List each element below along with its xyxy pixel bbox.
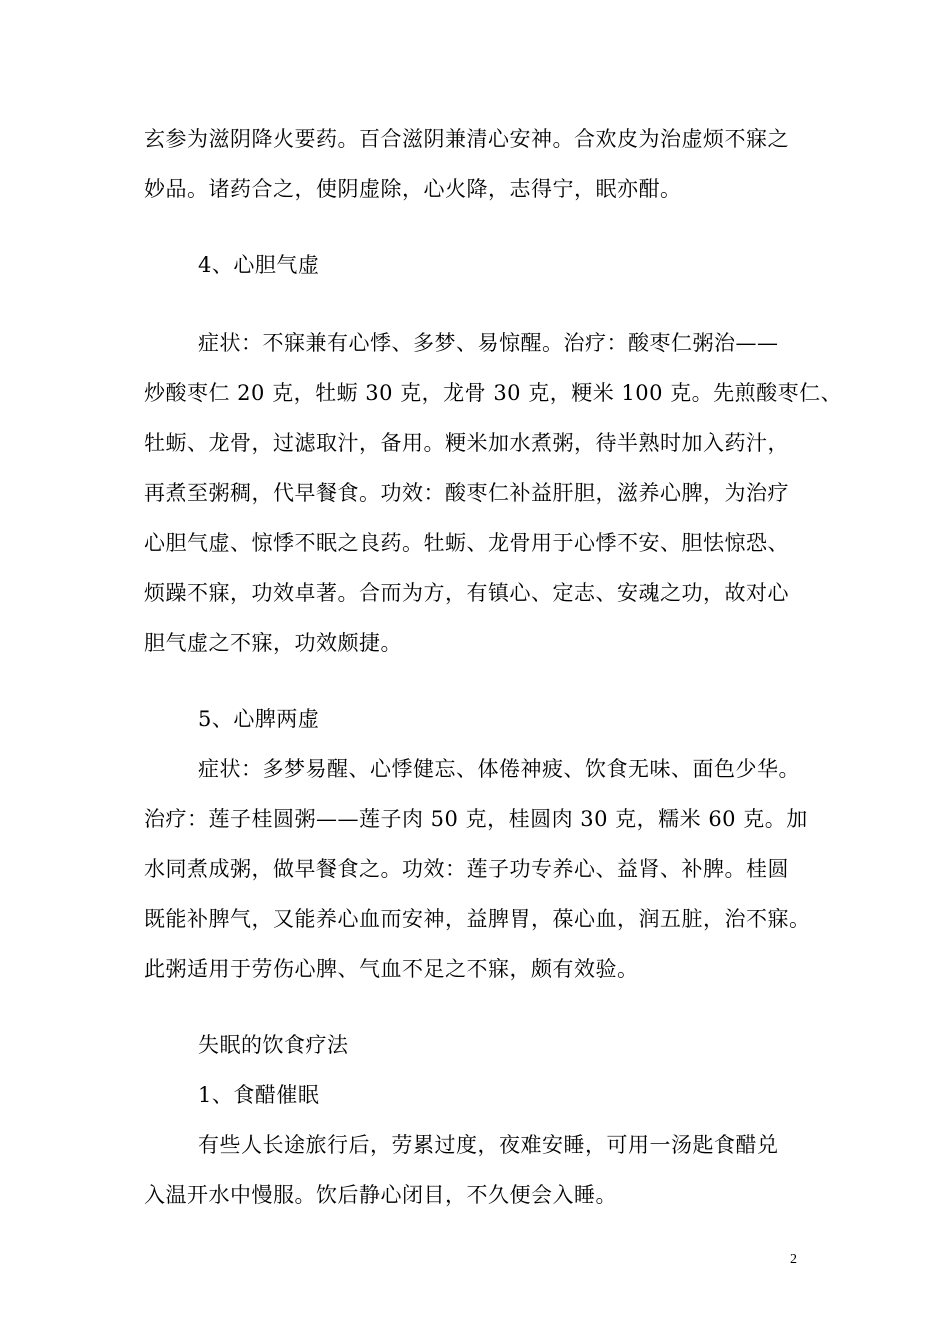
paragraph-line: 症状：不寐兼有心悸、多梦、易惊醒。治疗：酸枣仁粥治—— [198,331,779,355]
paragraph-line: 水同煮成粥，做早餐食之。功效：莲子功专养心、益肾、补脾。桂圆 [144,857,789,881]
section-heading: 5、心脾两虚 [198,707,320,731]
paragraph-line: 治疗：莲子桂圆粥——莲子肉 50 克，桂圆肉 30 克，糯米 60 克。加 [144,807,808,831]
paragraph-line: 症状：多梦易醒、心悸健忘、体倦神疲、饮食无味、面色少华。 [198,757,800,781]
paragraph-line: 此粥适用于劳伤心脾、气血不足之不寐，颇有效验。 [144,957,639,981]
paragraph-line: 玄参为滋阴降火要药。百合滋阴兼清心安神。合欢皮为治虚烦不寐之 [144,127,789,151]
paragraph-line: 炒酸枣仁 20 克，牡蛎 30 克，龙骨 30 克，粳米 100 克。先煎酸枣仁、 [144,381,843,405]
section-heading: 1、食醋催眠 [198,1083,320,1107]
paragraph-line: 胆气虚之不寐，功效颇捷。 [144,631,402,655]
paragraph-line: 既能补脾气，又能养心血而安神，益脾胃，葆心血，润五脏，治不寐。 [144,907,811,931]
paragraph-line: 心胆气虚、惊悸不眠之良药。牡蛎、龙骨用于心悸不安、胆怯惊恐、 [144,531,789,555]
paragraph-line: 有些人长途旅行后，劳累过度，夜难安睡，可用一汤匙食醋兑 [198,1133,779,1157]
paragraph-line: 妙品。诸药合之，使阴虚除，心火降，志得宁，眠亦酣。 [144,177,682,201]
page-number: 2 [790,1252,797,1267]
paragraph-line: 再煮至粥稠，代早餐食。功效：酸枣仁补益肝胆，滋养心脾，为治疗 [144,481,789,505]
paragraph-line: 牡蛎、龙骨，过滤取汁，备用。粳米加水煮粥，待半熟时加入药汁， [144,431,789,455]
section-heading: 失眠的饮食疗法 [198,1033,349,1057]
paragraph-line: 烦躁不寐，功效卓著。合而为方，有镇心、定志、安魂之功，故对心 [144,581,789,605]
paragraph-line: 入温开水中慢服。饮后静心闭目，不久便会入睡。 [144,1183,617,1207]
section-heading: 4、心胆气虚 [198,253,320,277]
